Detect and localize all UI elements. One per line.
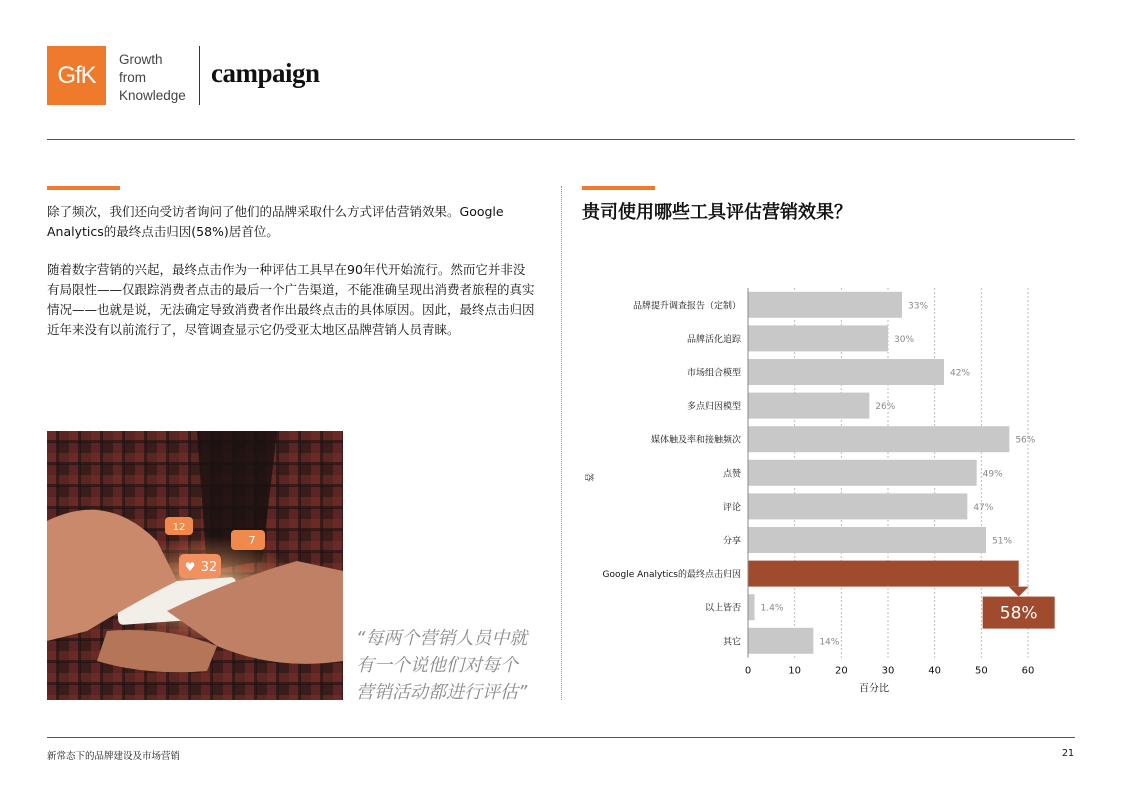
highlight-callout: [983, 587, 1055, 629]
intro-paragraph: 除了频次，我们还向受访者询问了他们的品牌采取什么方式评估营销效果。Google Analytics的最终点击归因(58%)居首位。: [47, 204, 504, 239]
bar: [748, 426, 1009, 452]
value-label: 47%: [973, 502, 994, 513]
gfk-logo: GfK: [47, 46, 106, 105]
y-axis-label: 答: [583, 472, 593, 482]
chart-title: 贵司使用哪些工具评估营销效果？: [582, 202, 852, 223]
pull-quote: [356, 625, 556, 706]
tagline-line-1: Growth: [119, 52, 163, 67]
bar: [748, 628, 813, 654]
photo-illustration: [47, 431, 343, 700]
bar-chart: [560, 280, 1080, 700]
x-axis-label: 百分比: [859, 683, 889, 695]
quote-line-2: 有一个说他们对每个: [356, 655, 518, 676]
heart-icon: ♥: [184, 560, 196, 574]
bar: [748, 359, 944, 385]
callout-pointer: [1009, 587, 1029, 597]
value-label: 33%: [908, 301, 929, 312]
category-label: Google Analytics的最终点击归因: [602, 570, 741, 581]
footer-title: 新常态下的品牌建设及市场营销: [47, 751, 181, 762]
x-tick-label: 0: [744, 665, 752, 677]
value-label: 49%: [982, 469, 1003, 480]
x-axis-ticks: [745, 666, 1035, 677]
quote-line-1: “每两个营销人员中就: [356, 628, 528, 649]
category-label: 品牌活化追踪: [686, 334, 741, 345]
value-label: 26%: [875, 402, 896, 413]
value-label: 1.4%: [760, 603, 784, 614]
bar: [748, 527, 986, 553]
category-label: 分享: [722, 536, 741, 547]
page-number: 21: [1062, 748, 1075, 759]
bar: [748, 393, 869, 419]
bar: [748, 594, 755, 620]
category-label: 评论: [722, 502, 741, 513]
bar: [748, 493, 967, 519]
x-tick-label: 50: [974, 665, 988, 677]
right-accent-bar: [582, 186, 655, 190]
bar: [748, 561, 1019, 587]
category-label: 市场组合模型: [686, 368, 741, 379]
campaign-logo: campaign: [211, 58, 320, 88]
smartphone-photo: [47, 431, 343, 700]
value-label: 51%: [992, 536, 1013, 547]
category-labels: [603, 299, 742, 647]
x-tick-label: 20: [834, 665, 848, 677]
bar: [748, 460, 977, 486]
value-label: 14%: [819, 637, 840, 648]
value-label: 42%: [950, 368, 971, 379]
gfk-tagline: [119, 51, 186, 105]
header-rule: [47, 139, 1075, 140]
x-tick-label: 30: [881, 665, 895, 677]
bar: [748, 325, 888, 351]
body-paragraph: 随着数字营销的兴起，最终点击作为一种评估工具早在90年代开始流行。然而它并非没有局限性——仅跟踪消费者点击的最后一个广告渠道，不能准确呈现出消费者旅程的真实情况——也就是说，无法确定导致消费者作出最终点击的具体原因。因此，最终点击归因近年来没有以前流行了，尽管调查显示它仍受亚太地区品牌营销人员青睐。: [47, 262, 535, 337]
tagline-line-2: from: [119, 70, 146, 85]
badge-followers: 12: [172, 522, 186, 533]
left-accent-bar: [47, 186, 120, 190]
badge-messages: 7: [248, 534, 256, 547]
quote-line-3: 营销活动都进行评估”: [356, 682, 528, 703]
value-label: 30%: [894, 334, 915, 345]
badge-likes: 32: [200, 560, 218, 575]
callout-value: 58%: [999, 603, 1038, 624]
tagline-line-3: Knowledge: [119, 88, 186, 103]
chart-bars: [748, 292, 1019, 654]
category-label: 以上皆否: [704, 603, 741, 614]
value-label: 56%: [1015, 435, 1036, 446]
logo-divider: [199, 46, 200, 105]
category-label: 媒体触及率和接触频次: [650, 435, 741, 446]
x-tick-label: 60: [1021, 665, 1035, 677]
x-tick-label: 10: [788, 665, 802, 677]
footer-rule: [47, 737, 1075, 738]
category-label: 点赞: [722, 469, 741, 480]
category-label: 其它: [722, 637, 741, 648]
category-label: 多点归因模型: [686, 402, 741, 413]
x-tick-label: 40: [928, 665, 942, 677]
bar: [748, 292, 902, 318]
category-label: 品牌提升调查报告（定制）: [632, 301, 741, 312]
